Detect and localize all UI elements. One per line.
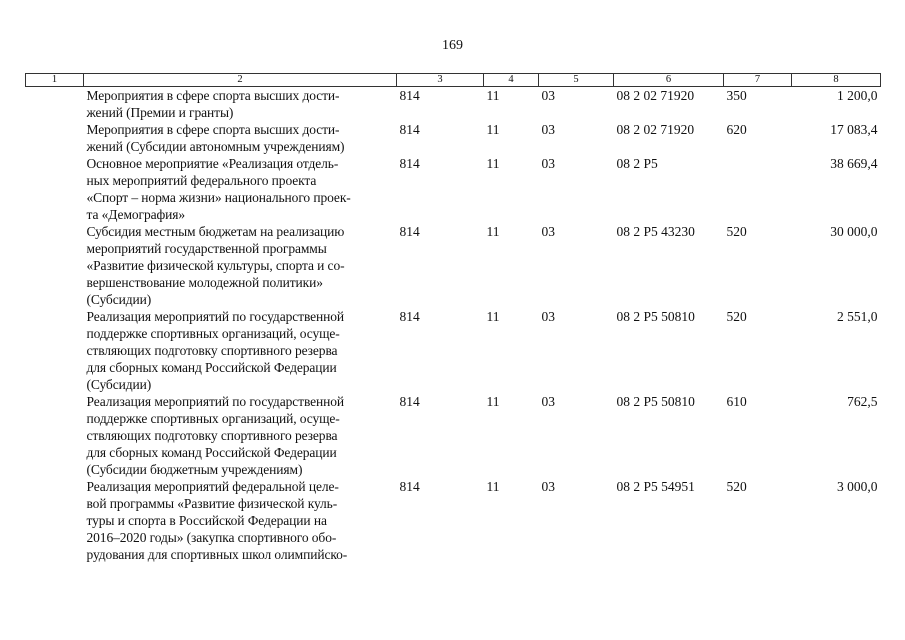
row-subsection: 03 [541,122,555,137]
row-subsection: 03 [541,88,555,103]
header-col-8: 8 [792,74,881,87]
row-expense-type: 610 [726,394,747,409]
row-gov-code: 814 [399,479,420,494]
table-header [26,74,881,87]
header-row [26,74,881,87]
row-expense-type: 350 [726,88,747,103]
row-name: Реализация мероприятий по государственной поддержке спортивных организаций, осуще- ствляющих подготовку спортивного резерва для сборных команд Российской Федерации (Субсидии бюджетным учреждениям) [86,394,345,477]
row-col1 [26,478,84,563]
table-row [26,223,881,308]
table-row [26,121,881,155]
row-col1 [26,87,84,122]
row-amount: 3 000,0 [837,479,878,494]
row-section: 11 [486,88,500,103]
header-col-7: 7 [724,74,792,87]
table-row [26,393,881,478]
row-target-article: 08 2 P5 [616,156,658,171]
row-section: 11 [486,309,500,324]
table-row [26,478,881,563]
row-amount: 1 200,0 [837,88,878,103]
header-col-4: 4 [484,74,539,87]
table-row [26,308,881,393]
table-row [26,155,881,223]
row-target-article: 08 2 02 71920 [616,122,695,137]
table-row [26,87,881,122]
row-gov-code: 814 [399,224,420,239]
header-col-5: 5 [539,74,614,87]
row-target-article: 08 2 02 71920 [616,88,695,103]
row-name: Реализация мероприятий по государственной поддержке спортивных организаций, осуще- ствляющих подготовку спортивного резерва для сборных команд Российской Федерации (Субсидии) [86,309,345,392]
row-name: Субсидия местным бюджетам на реализацию мероприятий государственной программы «Развитие физической культуры, спорта и со- вершенствование молодежной политики» (Субсидии) [86,224,345,307]
header-col-2: 2 [84,74,397,87]
row-amount: 17 083,4 [830,122,878,137]
row-section: 11 [486,479,500,494]
row-gov-code: 814 [399,88,420,103]
page-number: 169 [442,38,463,53]
row-expense-type: 520 [726,309,747,324]
row-amount: 2 551,0 [837,309,878,324]
row-expense-type: 520 [726,224,747,239]
row-section: 11 [486,394,500,409]
row-amount: 762,5 [847,394,878,409]
header-col-6: 6 [614,74,724,87]
row-col1 [26,121,84,155]
row-amount: 30 000,0 [830,224,878,239]
row-target-article: 08 2 P5 50810 [616,394,695,409]
row-gov-code: 814 [399,309,420,324]
row-subsection: 03 [541,156,555,171]
budget-table [25,73,881,563]
header-col-1: 1 [26,74,84,87]
row-col1 [26,308,84,393]
row-name: Реализация мероприятий федеральной целе- вой программы «Развитие физической куль- туры и спорта в Российской Федерации на 2016–2020 годы» (закупка спортивного обо- рудования для спортивных школ олимпийско- [86,479,348,562]
row-subsection: 03 [541,394,555,409]
row-section: 11 [486,156,500,171]
row-target-article: 08 2 P5 54951 [616,479,695,494]
row-col1 [26,155,84,223]
row-section: 11 [486,122,500,137]
row-gov-code: 814 [399,156,420,171]
row-expense-type [724,155,792,223]
row-col1 [26,393,84,478]
row-gov-code: 814 [399,122,420,137]
row-expense-type: 520 [726,479,747,494]
row-name: Мероприятия в сфере спорта высших дости- жений (Субсидии автономным учреждениям) [86,122,345,154]
row-gov-code: 814 [399,394,420,409]
row-subsection: 03 [541,309,555,324]
row-expense-type: 620 [726,122,747,137]
row-name: Мероприятия в сфере спорта высших дости- жений (Премии и гранты) [86,88,340,120]
row-subsection: 03 [541,224,555,239]
row-col1 [26,223,84,308]
table-body [26,87,881,564]
row-name: Основное мероприятие «Реализация отдель- ных мероприятий федерального проекта «Спорт – норма жизни» национального проек- та «Демография» [86,156,351,222]
row-target-article: 08 2 P5 43230 [616,224,695,239]
row-target-article: 08 2 P5 50810 [616,309,695,324]
row-section: 11 [486,224,500,239]
row-amount: 38 669,4 [830,156,878,171]
header-col-3: 3 [397,74,484,87]
row-subsection: 03 [541,479,555,494]
